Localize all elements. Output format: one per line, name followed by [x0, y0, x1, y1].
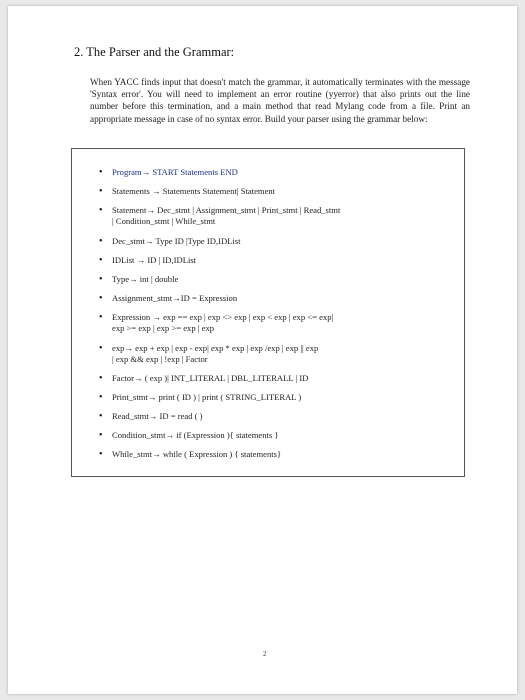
bullet-icon: • — [99, 235, 103, 247]
grammar-rule — [99, 342, 452, 365]
grammar-rule-line: Statements → Statements Statement| Statement — [112, 186, 276, 197]
grammar-rule-line: | exp && exp | !exp | Factor — [112, 353, 208, 364]
bullet-icon: • — [99, 312, 103, 324]
section-heading: 2. The Parser and the Grammar: — [74, 45, 235, 59]
grammar-rule-line: exp→ exp + exp | exp - exp| exp * exp | exp /exp | exp || exp — [112, 342, 319, 353]
grammar-rule — [99, 205, 452, 227]
grammar-rule-line: Program→ START Statements END — [112, 167, 238, 177]
page-number: 2 — [263, 650, 267, 658]
grammar-rule-line: Assignment_stmt→ID = Expression — [112, 293, 238, 304]
bullet-icon: • — [99, 273, 103, 285]
bullet-icon: • — [99, 411, 103, 423]
grammar-rule — [99, 167, 452, 178]
grammar-rule-line: Print_stmt→ print ( ID ) | print ( STRING_LITERAL ) — [112, 391, 302, 402]
bullet-icon: • — [99, 293, 103, 305]
grammar-rule — [99, 186, 452, 198]
grammar-rule-list — [99, 167, 452, 469]
grammar-rule-line: Read_stmt→ ID = read ( ) — [112, 411, 203, 422]
grammar-rule — [99, 430, 452, 442]
bullet-icon: • — [99, 342, 103, 354]
grammar-rule-line: Factor→ ( exp )| INT_LITERAL | DBL_LITERALL | ID — [112, 372, 309, 383]
bullet-icon: • — [99, 254, 103, 266]
document-page — [8, 6, 517, 694]
grammar-rule-line: Condition_stmt→ if (Expression ){ statements } — [112, 430, 279, 441]
intro-paragraph: When YACC finds input that doesn't match the grammar, it automatically terminates with the message 'Syntax error'. You will need to implement an error routine (yyerror) that also prints out the line number before this termination, and a main method that read Mylang code from a file. Print an appropriate message in case of no syntax error. Build your parser using the grammar below: — [90, 77, 470, 124]
grammar-rule — [99, 449, 452, 461]
bullet-icon: • — [99, 372, 103, 384]
grammar-rule — [99, 235, 452, 247]
grammar-rule — [99, 372, 452, 384]
grammar-rule — [99, 391, 452, 403]
grammar-rule — [99, 254, 452, 266]
grammar-rule-line: Dec_stmt→ Type ID |Type ID,IDList — [112, 235, 241, 246]
grammar-rule-line: | Condition_stmt | While_stmt — [112, 216, 216, 227]
grammar-rule — [99, 312, 452, 334]
grammar-rule-line: Statement→ Dec_stmt | Assignment_stmt | Print_stmt | Read_stmt — [112, 205, 341, 216]
grammar-rule — [99, 411, 452, 423]
grammar-rule — [99, 273, 452, 285]
grammar-box — [71, 148, 465, 477]
grammar-rule-line: exp >= exp | exp >= exp | exp — [112, 323, 215, 334]
grammar-rule-line: Type→ int | double — [112, 273, 179, 284]
bullet-icon: • — [99, 391, 103, 403]
grammar-rule-line: Expression → exp == exp | exp <> exp | exp < exp | exp <= exp| — [112, 312, 334, 323]
grammar-rule-line: IDList → ID | ID,IDList — [112, 254, 197, 265]
grammar-rule — [99, 293, 452, 305]
bullet-icon: • — [99, 430, 103, 442]
grammar-rule-line: While_stmt→ while ( Expression ) { statements} — [112, 449, 282, 460]
bullet-icon: • — [99, 186, 103, 198]
bullet-icon: • — [99, 449, 103, 461]
bullet-icon: • — [99, 167, 103, 178]
bullet-icon: • — [99, 205, 103, 217]
